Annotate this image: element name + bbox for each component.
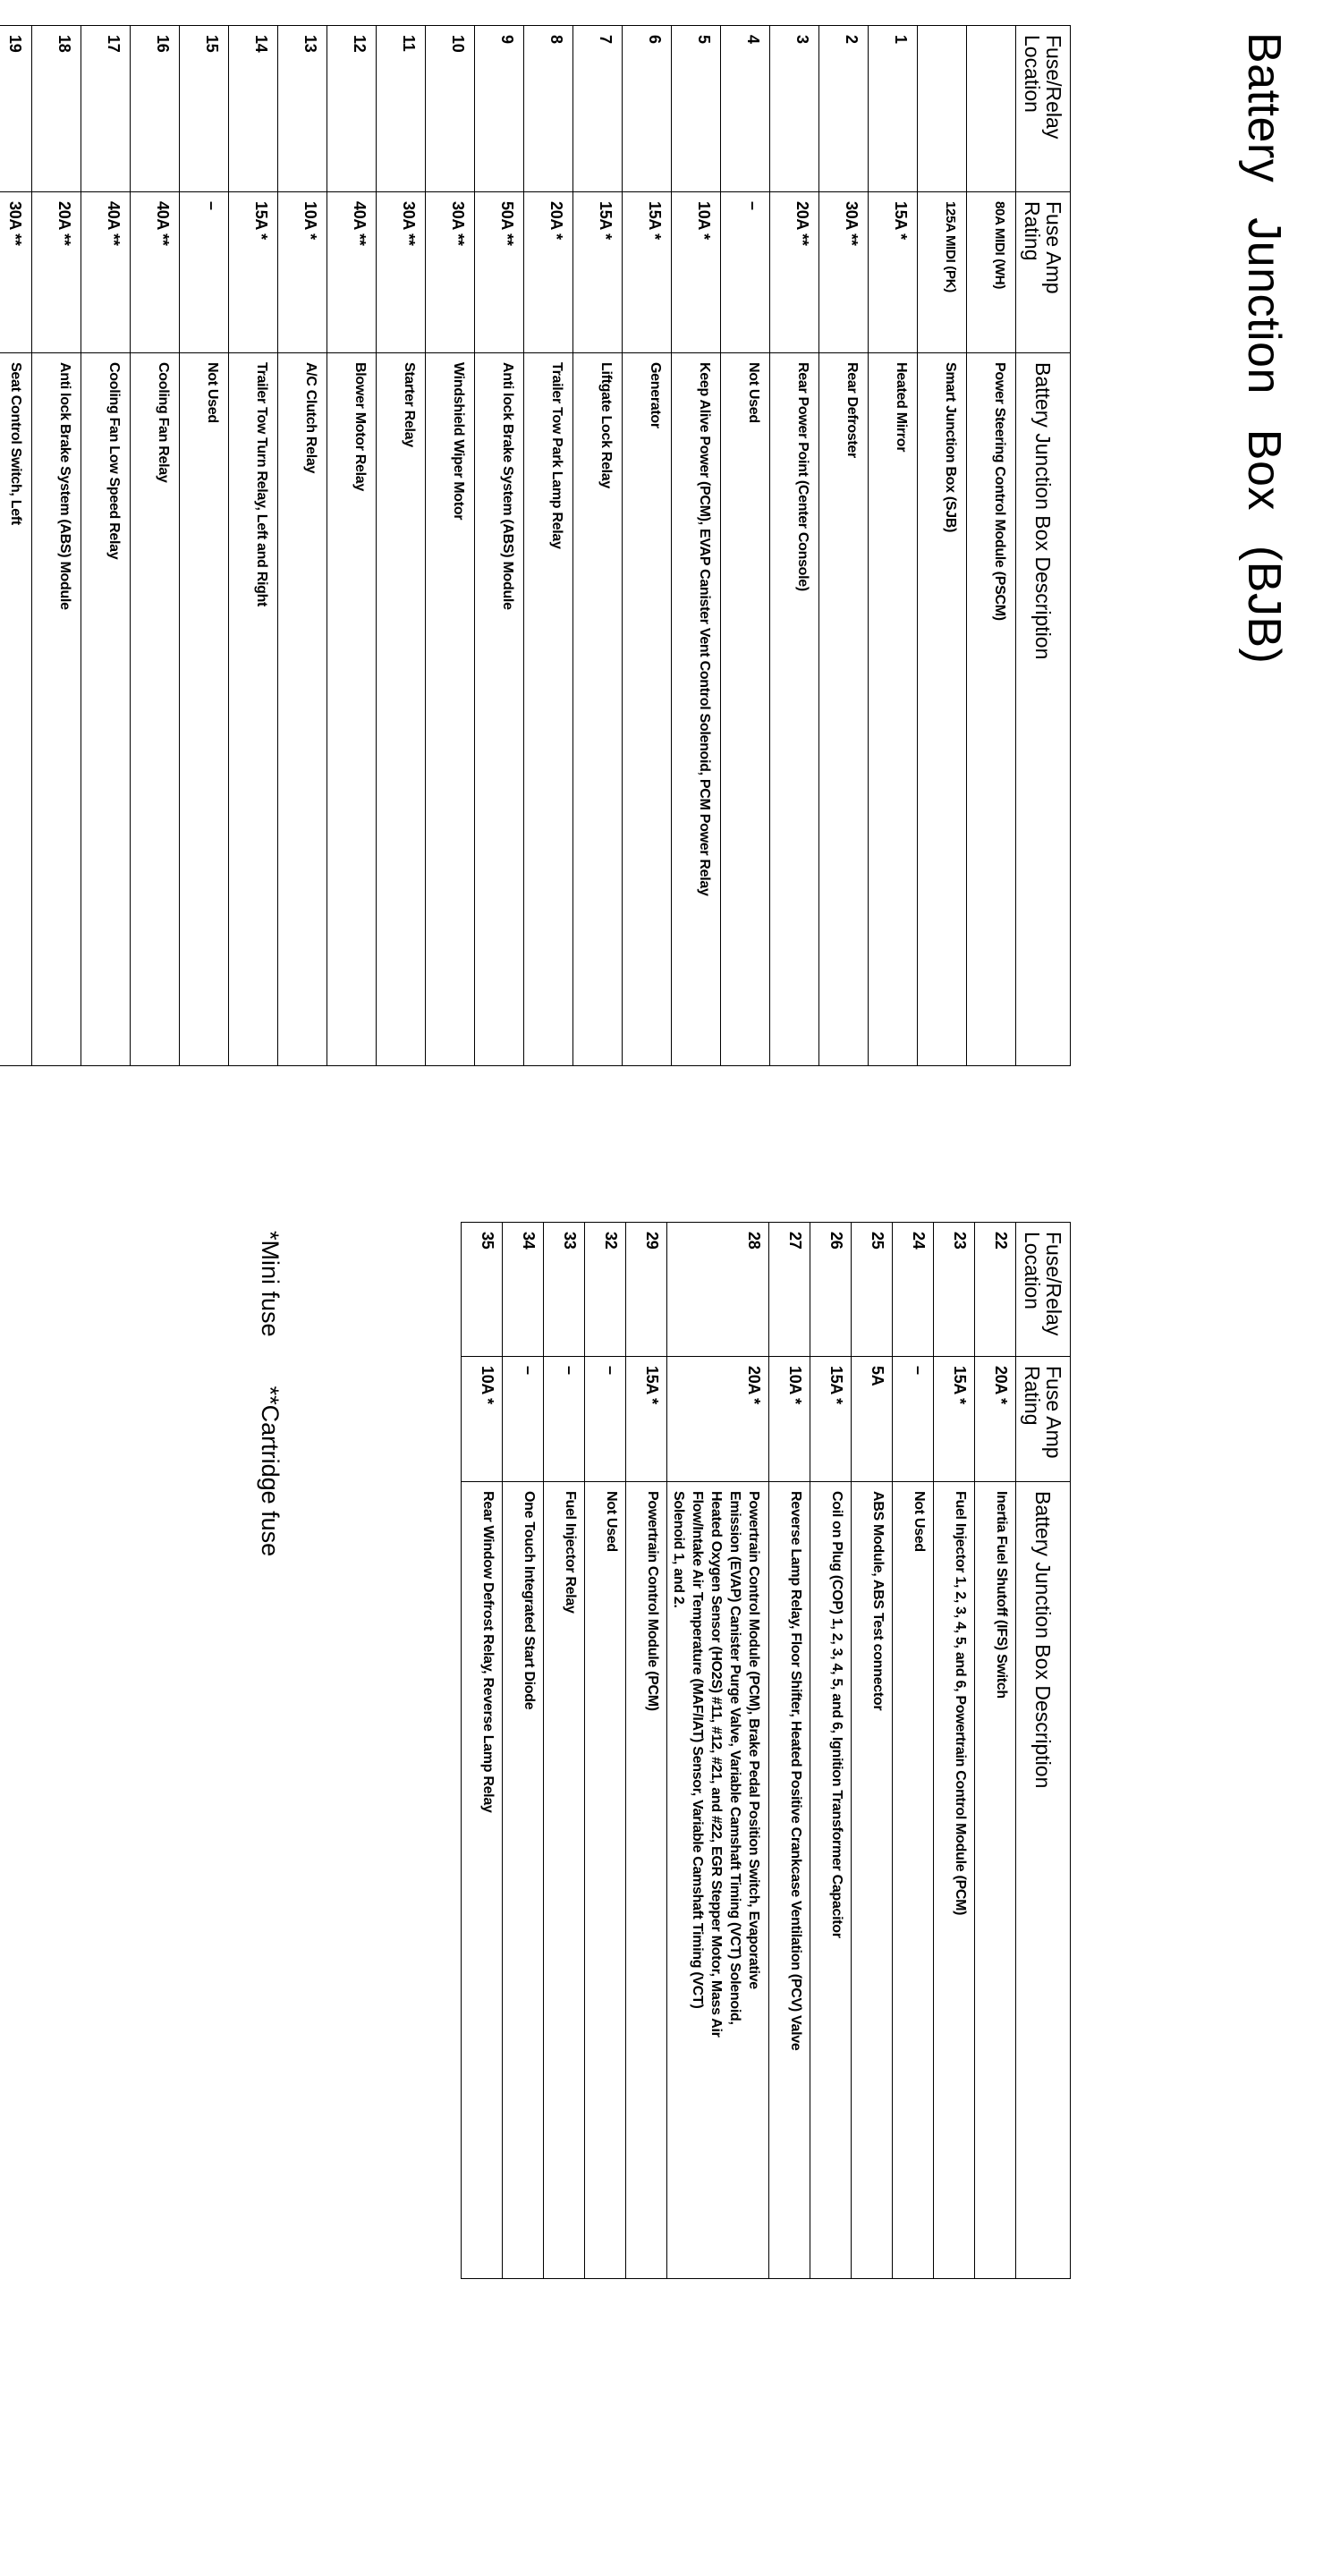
table-row [720, 26, 769, 1066]
description-line: ABS Module, ABS Test connector [869, 1491, 886, 1711]
fuse-description-cell: Liftgate Lock Relay [572, 353, 622, 1066]
fuse-location-cell: 9 [474, 26, 523, 192]
table-row [892, 1223, 933, 2279]
fuse-description-cell [851, 1482, 892, 2279]
table-row [584, 1223, 625, 2279]
header-location: Fuse/Relay Location [1015, 1223, 1070, 1357]
description-line: Fuel Injector Relay [562, 1491, 578, 1614]
description-line: Heated Oxygen Sensor (HO2S) #11, #12, #21, and #22, EGR Stepper Motor, Mass Air [708, 1491, 724, 2038]
fuse-description-cell: A/C Clutch Relay [277, 353, 327, 1066]
fuse-amp-cell: 30A ** [818, 192, 868, 353]
table-row [277, 26, 327, 1066]
fuse-location-cell: 4 [720, 26, 769, 192]
fuse-location-cell: 10 [425, 26, 474, 192]
fuse-location-cell: 14 [228, 26, 277, 192]
fuse-amp-cell: 15A * [810, 1357, 851, 1482]
legend-cartridge-fuse: **Cartridge fuse [257, 1385, 284, 1557]
description-line: Not Used [911, 1491, 927, 1552]
fuse-location-cell: 19 [0, 26, 31, 192]
fuse-location-cell: 16 [130, 26, 179, 192]
table-header-row [1015, 1223, 1070, 2279]
fuse-description-cell [584, 1482, 625, 2279]
description-line: Reverse Lamp Relay, Floor Shifter, Heated Positive Crankcase Ventilation (PCV) Valve [787, 1491, 803, 2051]
description-line: Not Used [603, 1491, 619, 1552]
page-title: Battery Junction Box (BJB) [1238, 32, 1290, 665]
fuse-location-cell: 24 [892, 1223, 933, 1357]
description-line: Inertia Fuel Shutoff (IFS) Switch [993, 1491, 1009, 1699]
fuse-table-left [0, 25, 1071, 1066]
fuse-description-cell: Heated Mirror [868, 353, 917, 1066]
fuse-amp-cell: 30A ** [0, 192, 31, 353]
fuse-amp-cell: 125A MIDI (PK) [917, 192, 966, 353]
description-line: Emission (EVAP) Canister Purge Valve, Variable Camshaft Timing (VCT) Solenoid, [726, 1491, 742, 2025]
fuse-amp-cell: – [720, 192, 769, 353]
table-row [671, 26, 720, 1066]
fuse-description-cell: Starter Relay [376, 353, 425, 1066]
fuse-description-cell [543, 1482, 584, 2279]
fuse-location-cell: 6 [622, 26, 671, 192]
fuse-location-cell [966, 26, 1015, 192]
description-line: Fuel Injector 1, 2, 3, 4, 5, and 6, Powertrain Control Module (PCM) [952, 1491, 968, 1916]
fuse-description-cell [933, 1482, 974, 2279]
fuse-amp-cell: 15A * [572, 192, 622, 353]
fuse-description-cell: Generator [622, 353, 671, 1066]
description-line: Powertrain Control Module (PCM), Brake Pedal Position Switch, Evaporative [745, 1491, 761, 1989]
header-amp-rating: Fuse Amp Rating [1015, 1357, 1070, 1482]
fuse-description-cell [892, 1482, 933, 2279]
fuse-amp-cell: 10A * [277, 192, 327, 353]
fuse-amp-cell: 20A ** [769, 192, 818, 353]
fuse-description-cell: Trailer Tow Park Lamp Relay [523, 353, 572, 1066]
table-row [327, 26, 376, 1066]
fuse-table-left-body [0, 26, 1015, 1066]
table-row [769, 26, 818, 1066]
table-row [228, 26, 277, 1066]
fuse-description-cell: Cooling Fan Relay [130, 353, 179, 1066]
fuse-amp-cell: 30A ** [376, 192, 425, 353]
description-line: Coil on Plug (COP) 1, 2, 3, 4, 5, and 6, Ignition Transformer Capacitor [828, 1491, 844, 1938]
fuse-location-cell: 7 [572, 26, 622, 192]
fuse-description-cell [666, 1482, 768, 2279]
table-row [376, 26, 425, 1066]
header-amp-rating: Fuse Amp Rating [1015, 192, 1070, 353]
table-row [523, 26, 572, 1066]
fuse-amp-cell: 15A * [228, 192, 277, 353]
fuse-amp-cell: 80A MIDI (WH) [966, 192, 1015, 353]
table-row [933, 1223, 974, 2279]
fuse-location-cell: 35 [461, 1223, 502, 1357]
table-header-row [1015, 26, 1070, 1066]
fuse-type-legend [256, 1231, 284, 1556]
table-row [572, 26, 622, 1066]
table-row [666, 1223, 768, 2279]
fuse-amp-cell: 20A * [523, 192, 572, 353]
header-location: Fuse/Relay Location [1015, 26, 1070, 192]
fuse-location-cell: 2 [818, 26, 868, 192]
fuse-description-cell: Smart Junction Box (SJB) [917, 353, 966, 1066]
description-line: Powertrain Control Module (PCM) [644, 1491, 660, 1711]
fuse-description-cell: Windshield Wiper Motor [425, 353, 474, 1066]
fuse-location-cell: 3 [769, 26, 818, 192]
table-row [461, 1223, 502, 2279]
table-row [966, 26, 1015, 1066]
fuse-description-cell [461, 1482, 502, 2279]
fuse-location-cell: 11 [376, 26, 425, 192]
table-row [917, 26, 966, 1066]
fuse-location-cell: 22 [974, 1223, 1015, 1357]
fuse-location-cell [917, 26, 966, 192]
fuse-location-cell: 13 [277, 26, 327, 192]
fuse-amp-cell: – [892, 1357, 933, 1482]
fuse-amp-cell: 20A ** [31, 192, 81, 353]
fuse-location-cell: 18 [31, 26, 81, 192]
table-row [868, 26, 917, 1066]
fuse-description-cell: Cooling Fan Low Speed Relay [81, 353, 130, 1066]
fuse-amp-cell: – [584, 1357, 625, 1482]
fuse-location-cell: 1 [868, 26, 917, 192]
fuse-amp-cell: 20A * [666, 1357, 768, 1482]
description-line: One Touch Integrated Start Diode [521, 1491, 537, 1710]
fuse-location-cell: 29 [625, 1223, 666, 1357]
table-row [768, 1223, 810, 2279]
fuse-amp-cell: 10A * [461, 1357, 502, 1482]
fuse-amp-cell: 10A * [671, 192, 720, 353]
fuse-amp-cell: 40A ** [81, 192, 130, 353]
fuse-location-cell: 5 [671, 26, 720, 192]
table-row [502, 1223, 543, 2279]
fuse-description-cell: Power Steering Control Module (PSCM) [966, 353, 1015, 1066]
fuse-description-cell: Trailer Tow Turn Relay, Left and Right [228, 353, 277, 1066]
fuse-location-cell: 26 [810, 1223, 851, 1357]
fuse-amp-cell: 20A * [974, 1357, 1015, 1482]
legend-mini-fuse: *Mini fuse [257, 1231, 284, 1337]
fuse-description-cell: Keep Alive Power (PCM), EVAP Canister Vent Control Solenoid, PCM Power Relay [671, 353, 720, 1066]
fuse-location-cell: 23 [933, 1223, 974, 1357]
table-row [425, 26, 474, 1066]
table-row [474, 26, 523, 1066]
fuse-description-cell: Anti lock Brake System (ABS) Module [474, 353, 523, 1066]
fuse-location-cell: 32 [584, 1223, 625, 1357]
fuse-table-right-body [461, 1223, 1015, 2279]
table-row [810, 1223, 851, 2279]
fuse-location-cell: 15 [179, 26, 228, 192]
fuse-description-cell: Rear Power Point (Center Console) [769, 353, 818, 1066]
description-line: Solenoid 1, and 2. [670, 1491, 686, 1608]
fuse-location-cell: 12 [327, 26, 376, 192]
table-row [0, 26, 31, 1066]
fuse-location-cell: 17 [81, 26, 130, 192]
table-row [179, 26, 228, 1066]
header-description: Battery Junction Box Description [1015, 353, 1070, 1066]
header-description: Battery Junction Box Description [1015, 1482, 1070, 2279]
fuse-location-cell: 34 [502, 1223, 543, 1357]
fuse-amp-cell: 40A ** [130, 192, 179, 353]
table-row [851, 1223, 892, 2279]
fuse-location-cell: 8 [523, 26, 572, 192]
table-row [622, 26, 671, 1066]
description-line: Rear Window Defrost Relay, Reverse Lamp Relay [479, 1491, 496, 1813]
fuse-location-cell: 25 [851, 1223, 892, 1357]
table-row [974, 1223, 1015, 2279]
fuse-description-cell: Seat Control Switch, Left [0, 353, 31, 1066]
fuse-amp-cell: 40A ** [327, 192, 376, 353]
table-row [543, 1223, 584, 2279]
fuse-amp-cell: 15A * [868, 192, 917, 353]
description-line: Flow/Intake Air Temperature (MAF/IAT) Sensor, Variable Camshaft Timing (VCT) [689, 1491, 705, 2009]
fuse-description-cell: Blower Motor Relay [327, 353, 376, 1066]
table-row [81, 26, 130, 1066]
fuse-location-cell: 28 [666, 1223, 768, 1357]
fuse-amp-cell: 15A * [625, 1357, 666, 1482]
fuse-description-cell [974, 1482, 1015, 2279]
fuse-location-cell: 33 [543, 1223, 584, 1357]
fuse-description-cell: Rear Defroster [818, 353, 868, 1066]
table-row [130, 26, 179, 1066]
fuse-description-cell [502, 1482, 543, 2279]
table-row [31, 26, 81, 1066]
fuse-description-cell: Anti lock Brake System (ABS) Module [31, 353, 81, 1066]
fuse-amp-cell: – [502, 1357, 543, 1482]
fuse-amp-cell: 5A [851, 1357, 892, 1482]
fuse-location-cell: 27 [768, 1223, 810, 1357]
table-row [818, 26, 868, 1066]
fuse-amp-cell: – [179, 192, 228, 353]
fuse-description-cell [768, 1482, 810, 2279]
table-row [625, 1223, 666, 2279]
fuse-description-cell [810, 1482, 851, 2279]
fuse-description-cell: Not Used [720, 353, 769, 1066]
fuse-amp-cell: – [543, 1357, 584, 1482]
fuse-description-cell [625, 1482, 666, 2279]
fuse-amp-cell: 15A * [933, 1357, 974, 1482]
fuse-amp-cell: 10A * [768, 1357, 810, 1482]
fuse-amp-cell: 30A ** [425, 192, 474, 353]
fuse-amp-cell: 15A * [622, 192, 671, 353]
fuse-table-right [461, 1222, 1071, 2279]
fuse-description-cell: Not Used [179, 353, 228, 1066]
fuse-amp-cell: 50A ** [474, 192, 523, 353]
